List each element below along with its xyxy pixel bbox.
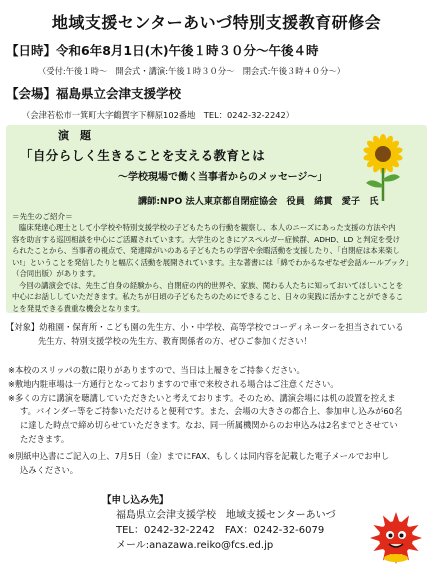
sunflower-illustration (360, 133, 406, 203)
note-line: ただきます。 (20, 433, 70, 444)
lecture-subtitle: ～学校現場で働く当事者からのメッセージ～」 (118, 172, 328, 183)
target-section (6, 320, 430, 348)
speaker-line: 講師:NPO 法人東京都自閉症協会 役員 綿貫 愛子 氏 (138, 196, 379, 207)
target-line-1: 【対象】幼稚園・保育所・こども園の先生方、小・中学校、高等学校でコーディネーターを担当されている (6, 322, 404, 332)
date-detail: （受付:午後１時～ 開会式・講演:午後１時３０分～ 閉会式:午後３時４０分～） (38, 66, 346, 76)
contact-heading: 【申し込み先】 (102, 495, 169, 506)
mascot-illustration (368, 508, 424, 564)
target-line-2: 先生方、特別支援学校の先生方、教育関係者の方、ぜひご参加ください！ (38, 336, 312, 346)
note-line: ※多くの方に講演を聴講していただきたいと考えております。そのため、講演会場には机の設置を控えま (8, 392, 396, 403)
profile-line: 容を助言する巡回相談を中心にご活躍されています。大学生のときにアスペルガー症候群、ADHD、LD と判定を受け (12, 234, 401, 244)
note-line: に達した時点で締め切らせていただきます。なお、同一所属機関からのお申込みは2名までとさせてい (20, 420, 398, 431)
date-value: 令和6年8月1日(木)午後１時３０分～午後４時 (56, 43, 319, 58)
profile-line: とを発見できる貴重な機会となります。 (12, 303, 145, 313)
page-title: 地域支援センターあいづ特別支援教育研修会 (51, 13, 382, 32)
profile-line: （合同出版）があります。 (12, 269, 101, 278)
note-line: 込みください。 (20, 464, 79, 475)
venue-value: 福島県立会津支援学校 (56, 86, 182, 101)
profile-heading: ＝先生のご紹介＝ (12, 212, 73, 221)
profile-line: 臨床発達心理士として小学校や特別支援学校の子どもたちの行動を観察し、本人のニーズにあった支援の方法や内 (19, 223, 396, 232)
note-line: す。バインダー等をご持参いただけると便利です。また、会場の大きさの都合上、参加申し込みが60名 (20, 406, 403, 417)
contact-email[interactable]: メール:anazawa.reiko@fcs.ed.jp (116, 540, 274, 551)
notes-section (8, 364, 430, 477)
venue-row (6, 84, 181, 102)
venue-address: （会津若松市一箕町大字鶴賀字下柳原102番地 TEL：0242-32-2242） (22, 110, 295, 120)
date-label: 【日時】 (6, 43, 57, 58)
note-line: ※別紙申込書にご記入の上、7月5日（金）までにFAX、もしくは同内容を記載した電子メールでお申し (8, 450, 390, 461)
profile-text (12, 222, 422, 314)
lecture-heading: 演 題 (58, 129, 91, 142)
contact-org: 福島県立会津支援学校 地域支援センターあいづ (116, 510, 336, 521)
date-row (6, 41, 319, 59)
venue-label: 【会場】 (6, 86, 57, 101)
profile-line: い!」ということを発信したりと幅広く活動を展開されています。主な著書には「綿でわかるなぜなぜ会話ルールブック」 (12, 257, 413, 267)
lecture-theme: 「自分らしく生きることを支える教育とは (20, 148, 266, 163)
profile-line: 今回の講演会では、先生ご自身の経験から、自閉症の内的世界や、家族、関わる人たちに知っておいてほしいことを (19, 280, 404, 290)
note-line: ※本校のスリッパの数に限りがありますので、当日は上履きをご持参ください。 (8, 365, 305, 375)
profile-line: 中心にお話ししていただきます。私たちが日頃の子どもたちのためにできること、日々の実践に活かすことができるこ (12, 292, 404, 301)
contact-phone: TEL：0242-32-2242 FAX：0242-32-6079 (116, 525, 325, 536)
note-line: ※敷地内駐車場は一方通行となっておりますので車で来校される場合はご注意ください。 (8, 378, 339, 389)
profile-line: られたことから、当事者の視点で、発達障がいのある子どもたちの学習や余暇活動を支援したり、「自閉症は本来楽し (12, 246, 400, 255)
